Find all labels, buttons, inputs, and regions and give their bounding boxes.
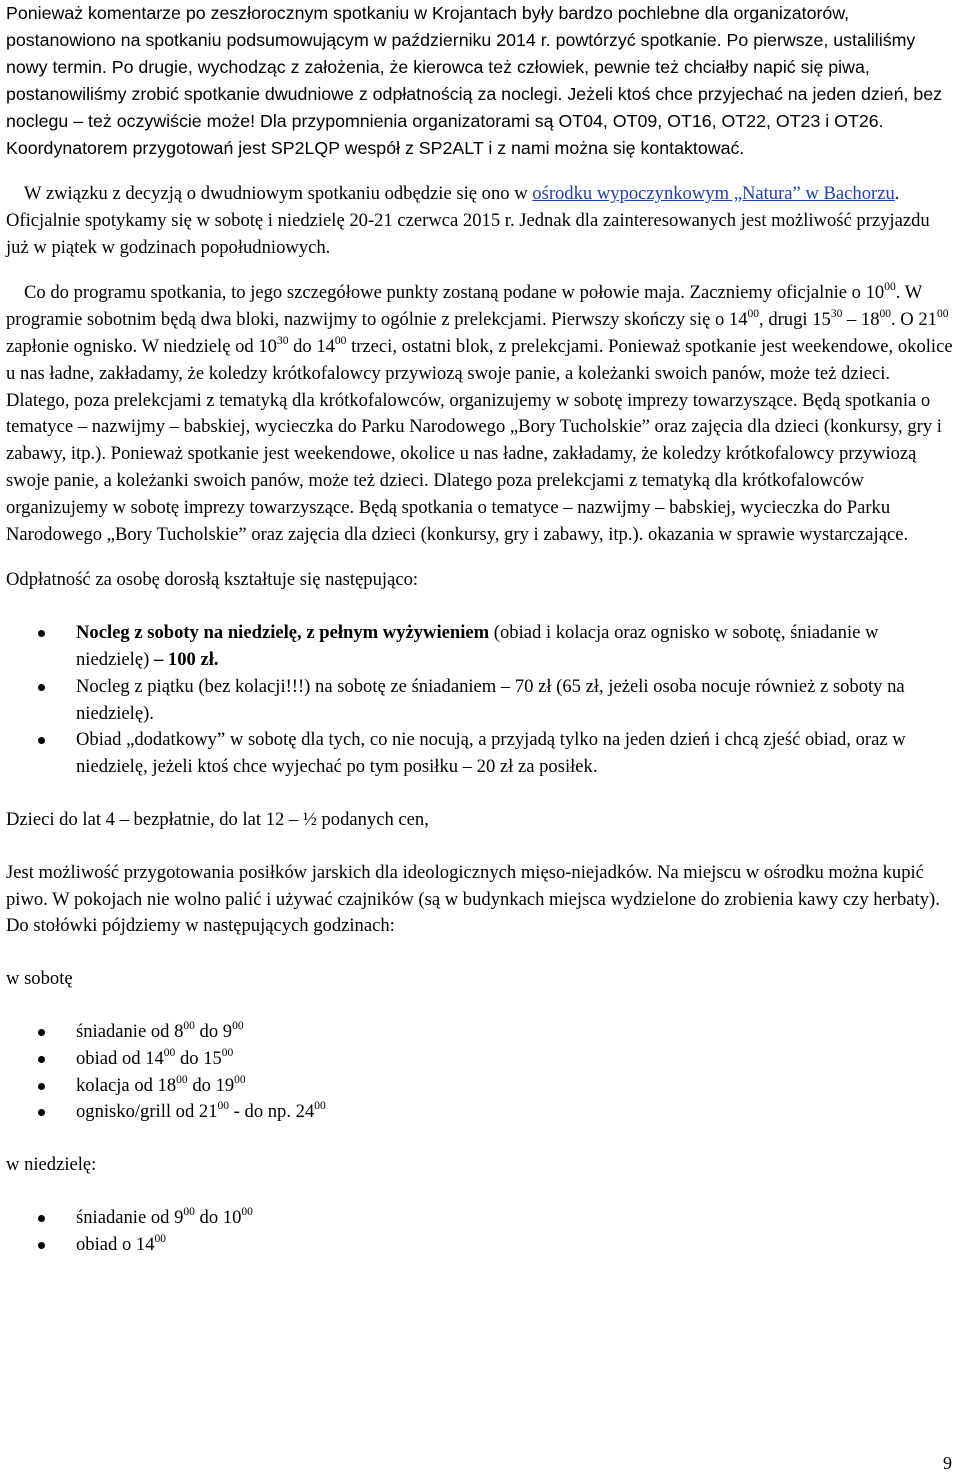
time-superscript: 00 bbox=[314, 1100, 326, 1113]
time-superscript: 00 bbox=[884, 281, 896, 294]
list-item bbox=[6, 1019, 954, 1046]
venue-link[interactable]: ośrodku wypoczynkowym „Natura” w Bachorzu bbox=[532, 183, 895, 204]
schedule-text: do 19 bbox=[187, 1074, 235, 1096]
time-superscript: 00 bbox=[183, 1205, 195, 1218]
pricing-list bbox=[6, 620, 954, 781]
time-superscript: 00 bbox=[747, 308, 760, 321]
time-superscript: 30 bbox=[276, 334, 289, 347]
list-item bbox=[6, 727, 954, 781]
program-text-8: trzeci, ostatni blok, z prelekcjami. Ponieważ spotkanie jest weekendowe, okolice u nas ładne, zakładamy, że koledzy krótkofalowcy przywiozą swoje panie, a koleżanki swoich panów, może też dzieci. Dlatego, poza prelekcjami z tematyką dla krótkofalowców, organizujemy w sobotę imprezy towarzyszące. Będą spotkania o tematyce – nazwijmy – babskiej, wycieczka do Parku Narodowego „Bory Tucholskie” oraz zajęcia dla dzieci (konkursy, gry i zabawy, itp.). Ponieważ spotkanie jest weekendowe, okolice u nas ładne, zakładamy, że koledzy krótkofalowcy przywiozą swoje panie, a koleżanki swoich panów, może też dzieci. Dlatego poza prelekcjami z tematyką dla krótkofalowców organizujemy w sobotę imprezy towarzyszące. Będą spotkania o tematyce – nazwijmy – babskiej, wycieczka do Parku Narodowego „Bory Tucholskie” oraz zajęcia dla dzieci (konkursy, gry i zabawy, itp.). okazania w sprawie wystarczające. bbox=[6, 335, 953, 545]
schedule-text: ognisko/grill od 21 bbox=[76, 1101, 218, 1123]
venue-paragraph bbox=[6, 181, 954, 261]
program-text-2: . W programie sobotnim będą dwa bloki, nazwijmy to ogólnie z prelekcjami. Pierwszy skończy się o 14 bbox=[6, 282, 922, 331]
schedule-text: - do np. 24 bbox=[229, 1101, 315, 1123]
venue-text-after: . Oficjalnie spotykamy się w sobotę i niedzielę 20-21 czerwca 2015 r. Jednak dla zainteresowanych jest możliwość przyjazdu już w piątek w godzinach popołudniowych. bbox=[6, 183, 930, 258]
time-superscript: 00 bbox=[217, 1100, 230, 1113]
time-superscript: 00 bbox=[176, 1073, 188, 1086]
page-number: 9 bbox=[943, 1453, 952, 1474]
schedule-text: obiad o 14 bbox=[76, 1233, 155, 1255]
saturday-label: w sobotę bbox=[6, 968, 73, 990]
list-item bbox=[6, 1046, 954, 1073]
time-superscript: 00 bbox=[154, 1232, 166, 1245]
sunday-label: w niedzielę: bbox=[6, 1154, 97, 1176]
program-text-6: zapłonie ognisko. W niedzielę od 10 bbox=[6, 335, 277, 357]
program-text-1: Co do programu spotkania, to jego szczegółowe punkty zostaną podane w połowie maja. Zaczniemy oficjalnie o 10 bbox=[24, 282, 885, 304]
time-superscript: 00 bbox=[334, 334, 347, 347]
schedule-text: obiad od 14 bbox=[76, 1047, 164, 1069]
list-item bbox=[6, 1232, 954, 1259]
document-page bbox=[6, 0, 954, 1259]
schedule-text: śniadanie od 9 bbox=[76, 1206, 184, 1228]
sunday-schedule bbox=[6, 1205, 954, 1259]
program-text-3: , drugi 15 bbox=[759, 309, 831, 331]
pricing-item-text: (obiad i kolacja oraz ognisko w sobotę, śniadanie w niedzielę) bbox=[76, 622, 879, 670]
pricing-item-price: – 100 zł. bbox=[153, 648, 219, 670]
time-superscript: 00 bbox=[241, 1205, 253, 1218]
list-item bbox=[6, 1073, 954, 1100]
schedule-text: do 9 bbox=[194, 1020, 233, 1042]
pricing-item-text: Obiad „dodatkowy” w sobotę dla tych, co nie nocują, a przyjadą tylko na jeden dzień i chcą zjeść obiad, oraz w niedzielę, jeżeli ktoś chce wyjechać po tym posiłku – 20 zł za posiłek. bbox=[76, 729, 906, 778]
info-paragraph: Jest możliwość przygotowania posiłków jarskich dla ideologicznych mięso-niejadków. Na miejscu w ośrodku można kupić piwo. W pokojach nie wolno palić i używać czajników (są w budynkach miejsca wydzielone do zrobienia kawy czy herbaty). Do stołówki pójdziemy w następujących godzinach: bbox=[6, 861, 940, 937]
venue-text-before: W związku z decyzją o dwudniowym spotkaniu odbędzie się ono w bbox=[24, 183, 533, 204]
schedule-text: kolacja od 18 bbox=[76, 1074, 177, 1096]
time-superscript: 00 bbox=[183, 1019, 195, 1032]
time-superscript: 00 bbox=[879, 308, 891, 321]
saturday-schedule bbox=[6, 1019, 954, 1126]
list-item bbox=[6, 674, 954, 728]
time-superscript: 00 bbox=[234, 1073, 246, 1086]
time-superscript: 00 bbox=[163, 1046, 176, 1059]
pricing-item-bold: Nocleg z soboty na niedzielę, z pełnym wyżywieniem bbox=[76, 622, 490, 644]
program-paragraph bbox=[6, 280, 954, 548]
time-superscript: 30 bbox=[830, 308, 843, 321]
program-text-4: – 18 bbox=[842, 309, 880, 331]
schedule-text: do 10 bbox=[194, 1206, 242, 1228]
list-item bbox=[6, 1099, 954, 1126]
program-text-5: . O 21 bbox=[891, 309, 937, 331]
pricing-heading: Odpłatność za osobę dorosłą kształtuje się następująco: bbox=[6, 569, 419, 591]
schedule-text: śniadanie od 8 bbox=[76, 1020, 184, 1042]
list-item bbox=[6, 620, 954, 674]
intro-paragraph: Ponieważ komentarze po zeszłorocznym spotkaniu w Krojantach były bardzo pochlebne dla organizatorów, postanowiono na spotkaniu podsumowującym w październiku 2014 r. powtórzyć spotkanie. Po pierwsze, ustaliliśmy nowy termin. Po drugie, wychodząc z założenia, że kierowca też człowiek, pewnie też chciałby napić się piwa, postanowiliśmy zrobić spotkanie dwudniowe z odpłatnością za noclegi. Jeżeli ktoś chce przyjechać na jeden dzień, bez noclegu – też oczywiście może! Dla przypomnienia organizatorami są OT04, OT09, OT16, OT22, OT23 i OT26. Koordynatorem przygotowań jest SP2LQP wespół z SP2ALT i z nami można się kontaktować. bbox=[6, 3, 943, 158]
time-superscript: 00 bbox=[221, 1046, 234, 1059]
list-item bbox=[6, 1205, 954, 1232]
schedule-text: do 15 bbox=[175, 1047, 222, 1069]
program-text-7: do 14 bbox=[288, 335, 335, 357]
pricing-item-text: Nocleg z piątku (bez kolacji!!!) na sobotę ze śniadaniem – 70 zł (65 zł, jeżeli osoba nocuje również z soboty na niedzielę). bbox=[76, 675, 905, 724]
children-pricing: Dzieci do lat 4 – bezpłatnie, do lat 12 – ½ podanych cen, bbox=[6, 808, 429, 830]
time-superscript: 00 bbox=[936, 308, 949, 321]
time-superscript: 00 bbox=[232, 1019, 244, 1032]
